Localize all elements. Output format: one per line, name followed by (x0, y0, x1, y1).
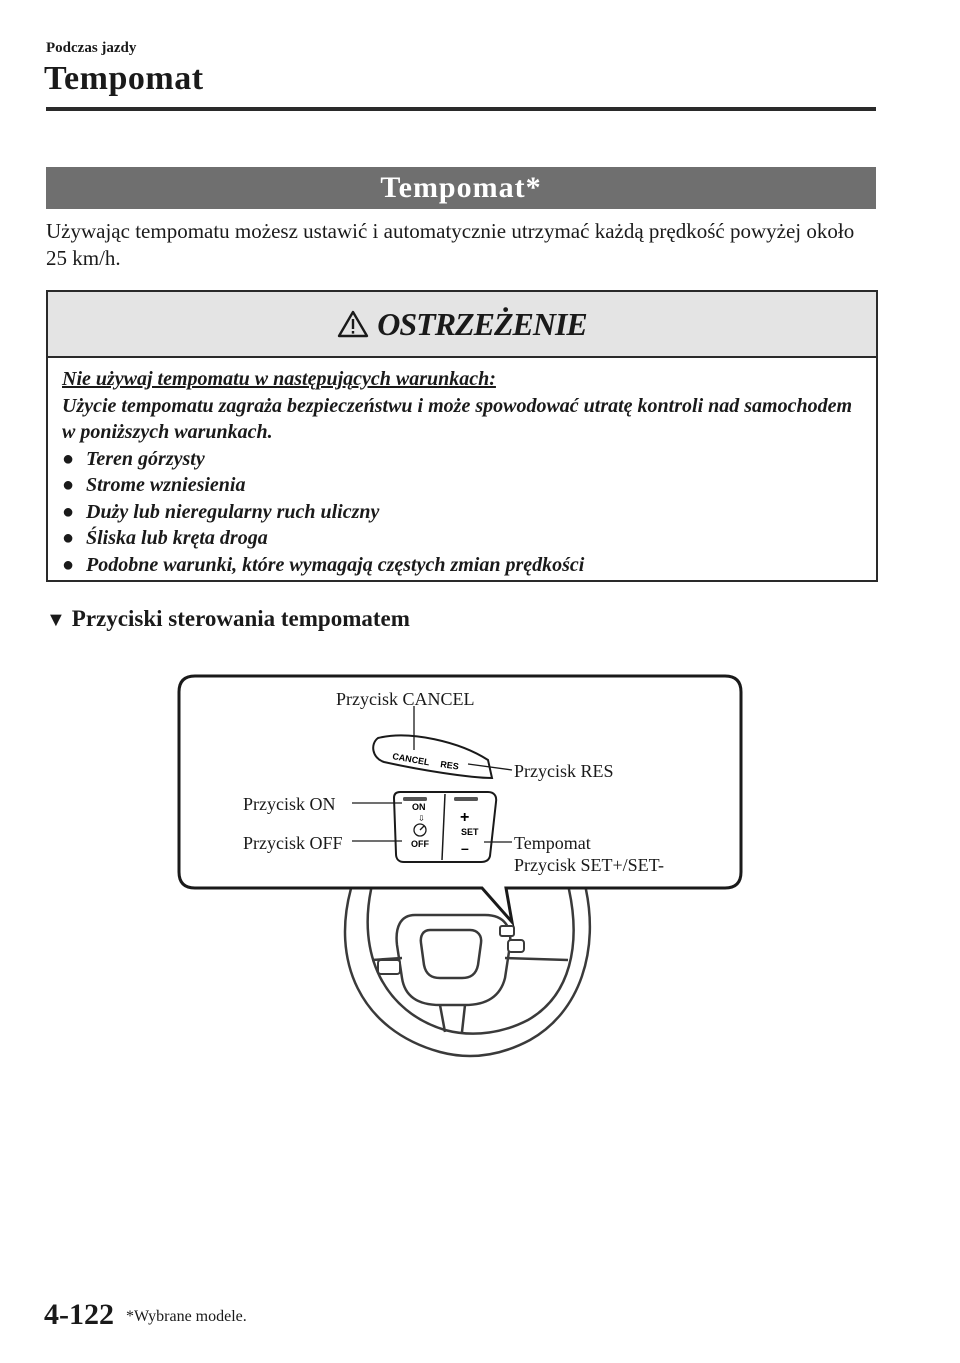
warning-box (46, 290, 878, 582)
warning-text: Użycie tempomatu zagraża bezpieczeństwu i może spowodować utratę kontroli nad samochodem w poniższych warunkach. (62, 394, 853, 443)
warning-triangle-icon (337, 310, 369, 338)
minus-icon: – (461, 840, 469, 856)
list-item: ● Teren górzysty (62, 446, 862, 473)
set-button-text: SET (461, 827, 479, 837)
warning-lead: Nie używaj tempomatu w następujących warunkach: (62, 368, 496, 390)
bullet-icon: ● (62, 527, 75, 549)
footnote: *Wybrane modele. (126, 1308, 247, 1325)
label-set-button-line1: Tempomat (514, 833, 591, 853)
title-divider (46, 107, 876, 111)
page-number: 4-122 (44, 1298, 114, 1331)
bullet-icon: ● (62, 500, 75, 523)
steering-wheel-illustration (0, 660, 960, 1080)
on-button-text: ON (412, 802, 426, 812)
bullet-icon: ● (62, 553, 75, 576)
warning-header (48, 292, 876, 358)
bullet-icon: ● (62, 447, 75, 470)
label-on-button: Przycisk ON (243, 794, 336, 814)
cruise-control-diagram (0, 660, 960, 1080)
label-off-button: Przycisk OFF (243, 833, 343, 853)
list-item: ● Strome wzniesienia (62, 472, 862, 499)
list-item: ● Podobne warunki, które wymagają częstych zmian prędkości (62, 552, 862, 579)
topic-banner: Tempomat* (46, 167, 876, 209)
warning-list (62, 446, 862, 579)
label-set-button-line2: Przycisk SET+/SET- (514, 855, 664, 875)
intro-paragraph: Używając tempomatu możesz ustawić i automatycznie utrzymać każdą prędkość powyżej około 25 km/h. (46, 219, 855, 270)
section-label: Podczas jazdy (46, 40, 137, 56)
cancel-button-text: CANCEL (391, 751, 431, 768)
triangle-marker-icon: ▼ (46, 609, 66, 631)
list-item: ● Duży lub nieregularny ruch uliczny (62, 499, 862, 526)
label-cancel-button: Przycisk CANCEL (336, 689, 475, 709)
bullet-icon: ● (62, 474, 75, 496)
label-res-button: Przycisk RES (514, 761, 614, 781)
page-title: Tempomat (44, 60, 204, 97)
steering-wheel-hub (397, 915, 511, 1005)
cruise-symbol-icon: ⇩ (418, 814, 425, 823)
warning-title: OSTRZEŻENIE (377, 305, 587, 342)
warning-body (62, 366, 862, 578)
list-item: ● Śliska lub kręta droga (62, 525, 862, 552)
plus-icon: + (460, 809, 470, 826)
subsection-title: Przyciski sterowania tempomatem (71, 606, 410, 631)
off-button-text: OFF (411, 839, 429, 849)
res-button-text: RES (439, 759, 460, 772)
subsection-heading (46, 606, 410, 632)
